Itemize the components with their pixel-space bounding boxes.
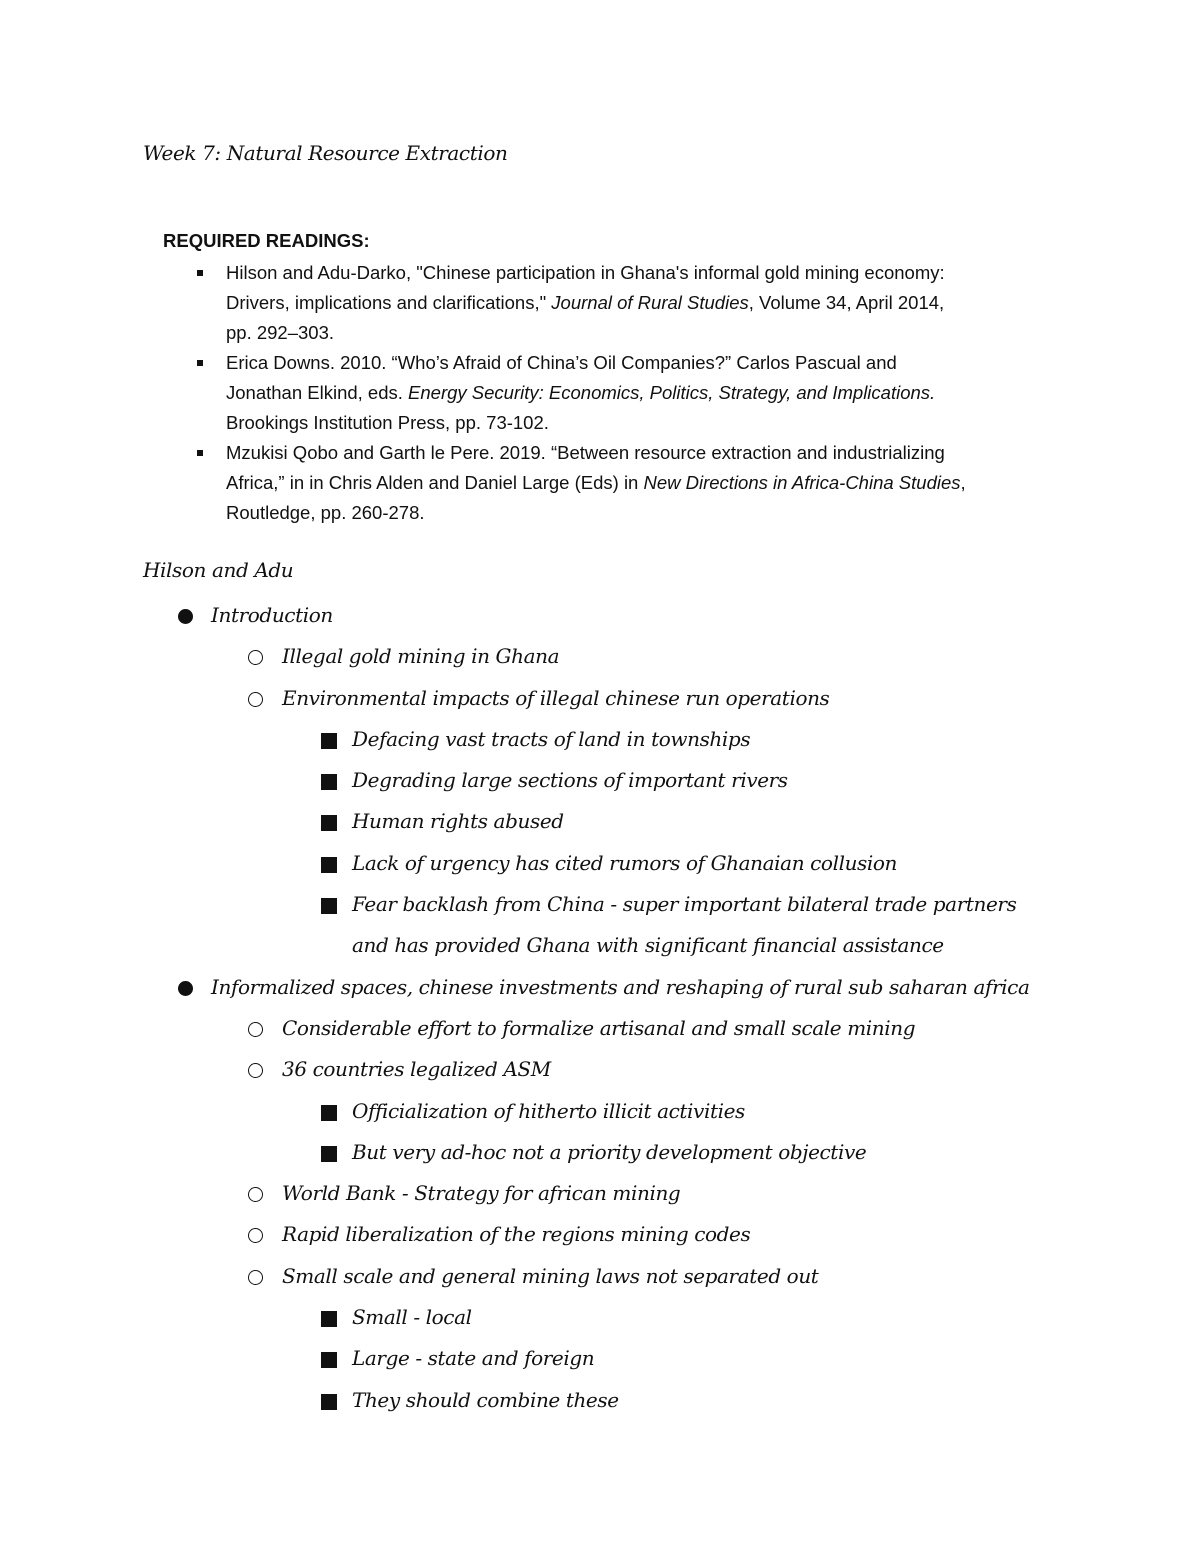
outline-item-text: World Bank - Strategy for african mining bbox=[282, 1181, 681, 1206]
outline-item-text: Officialization of hitherto illicit activities bbox=[352, 1098, 745, 1123]
outline-item-level-1 bbox=[0, 595, 1200, 636]
hollow-circle-bullet-icon bbox=[248, 1063, 263, 1078]
reading-line bbox=[226, 378, 1006, 408]
filled-circle-bullet-icon bbox=[178, 609, 193, 624]
required-readings-heading: REQUIRED READINGS: bbox=[163, 230, 370, 251]
reading-line bbox=[226, 318, 1006, 348]
hollow-circle-bullet-icon bbox=[248, 1187, 263, 1202]
outline-item-text: Human rights abused bbox=[352, 809, 564, 834]
reading-publication-title: Energy Security: Economics, Politics, Strategy, and Implications. bbox=[408, 382, 936, 403]
reading-text: Africa,” in in Chris Alden and Daniel Large (Eds) in bbox=[226, 472, 644, 493]
outline-item-level-3 bbox=[0, 1297, 1200, 1338]
outline-item-text: Lack of urgency has cited rumors of Ghanaian collusion bbox=[352, 850, 898, 875]
hollow-circle-bullet-icon bbox=[248, 692, 263, 707]
reading-line bbox=[226, 468, 1006, 498]
outline-item-level-2 bbox=[0, 1049, 1200, 1090]
outline-item-text: Fear backlash from China - super important bilateral trade partners bbox=[352, 892, 1017, 917]
filled-square-bullet-icon bbox=[321, 1352, 337, 1368]
reading-text: , bbox=[960, 472, 966, 493]
reading-line bbox=[226, 288, 1006, 318]
filled-square-bullet-icon bbox=[321, 774, 337, 790]
reading-text: pp. 292–303. bbox=[226, 322, 335, 343]
reading-text: Drivers, implications and clarifications," bbox=[226, 292, 552, 313]
outline-item-text: But very ad-hoc not a priority development objective bbox=[352, 1139, 867, 1164]
reading-text: Brookings Institution Press, pp. 73-102. bbox=[226, 412, 549, 433]
reading-publication-title: New Directions in Africa-China Studies bbox=[643, 472, 961, 493]
outline-item-text: Introduction bbox=[211, 603, 333, 627]
hollow-circle-bullet-icon bbox=[248, 650, 263, 665]
outline-item-text: Informalized spaces, chinese investments and reshaping of rural sub saharan africa bbox=[211, 974, 1030, 999]
outline-item-text: Environmental impacts of illegal chinese run operations bbox=[282, 685, 830, 710]
outline-item-level-2 bbox=[0, 636, 1200, 677]
outline-item-level-3 bbox=[0, 801, 1200, 842]
reading-text: Routledge, pp. 260-278. bbox=[226, 502, 425, 523]
notes-outline bbox=[0, 595, 1200, 1421]
outline-item-text: Illegal gold mining in Ghana bbox=[282, 644, 560, 669]
outline-item-text: Degrading large sections of important rivers bbox=[352, 768, 788, 793]
section-title: Hilson and Adu bbox=[143, 558, 294, 582]
outline-item-text: Small scale and general mining laws not separated out bbox=[282, 1263, 819, 1288]
square-bullet-icon bbox=[197, 360, 203, 366]
outline-item-level-1 bbox=[0, 967, 1200, 1008]
outline-item-text: Defacing vast tracts of land in townships bbox=[352, 726, 751, 751]
reading-item bbox=[0, 438, 1006, 528]
reading-text: Jonathan Elkind, eds. bbox=[226, 382, 409, 403]
outline-item-level-3 bbox=[0, 1091, 1200, 1132]
filled-square-bullet-icon bbox=[321, 1146, 337, 1162]
filled-square-bullet-icon bbox=[321, 1311, 337, 1327]
outline-item-level-3 bbox=[0, 719, 1200, 760]
outline-item-level-3 bbox=[0, 760, 1200, 801]
outline-item-level-2 bbox=[0, 1008, 1200, 1049]
filled-square-bullet-icon bbox=[321, 857, 337, 873]
outline-item-level-3 bbox=[0, 1338, 1200, 1379]
hollow-circle-bullet-icon bbox=[248, 1022, 263, 1037]
reading-text: Hilson and Adu-Darko, "Chinese participation in Ghana's informal gold mining economy: bbox=[226, 262, 945, 283]
outline-item-text: 36 countries legalized ASM bbox=[282, 1057, 551, 1082]
reading-line bbox=[226, 498, 1006, 528]
reading-line bbox=[226, 438, 1006, 468]
required-readings-list bbox=[0, 258, 1200, 528]
outline-item-text: Small - local bbox=[352, 1305, 472, 1330]
outline-item-level-2 bbox=[0, 1214, 1200, 1255]
outline-item-level-3 bbox=[0, 1132, 1200, 1173]
outline-item-continuation bbox=[0, 925, 1200, 966]
outline-item-level-2 bbox=[0, 678, 1200, 719]
filled-square-bullet-icon bbox=[321, 1394, 337, 1410]
reading-line bbox=[226, 348, 1006, 378]
filled-square-bullet-icon bbox=[321, 1105, 337, 1121]
square-bullet-icon bbox=[197, 450, 203, 456]
page-title: Week 7: Natural Resource Extraction bbox=[143, 141, 508, 165]
outline-item-text: Considerable effort to formalize artisanal and small scale mining bbox=[282, 1015, 916, 1040]
outline-item-text: Large - state and foreign bbox=[352, 1346, 595, 1371]
filled-square-bullet-icon bbox=[321, 815, 337, 831]
reading-text: Erica Downs. 2010. “Who’s Afraid of China’s Oil Companies?” Carlos Pascual and bbox=[226, 352, 897, 373]
outline-item-text: and has provided Ghana with significant financial assistance bbox=[352, 933, 944, 958]
reading-line bbox=[226, 258, 1006, 288]
filled-circle-bullet-icon bbox=[178, 981, 193, 996]
reading-publication-title: Journal of Rural Studies bbox=[551, 292, 749, 313]
outline-item-level-2 bbox=[0, 1256, 1200, 1297]
outline-item-level-3 bbox=[0, 1380, 1200, 1421]
hollow-circle-bullet-icon bbox=[248, 1228, 263, 1243]
reading-text: Mzukisi Qobo and Garth le Pere. 2019. “Between resource extraction and industrializing bbox=[226, 442, 945, 463]
outline-item-level-3 bbox=[0, 884, 1200, 925]
filled-square-bullet-icon bbox=[321, 898, 337, 914]
reading-item bbox=[0, 348, 1006, 438]
square-bullet-icon bbox=[197, 270, 203, 276]
outline-item-level-3 bbox=[0, 843, 1200, 884]
outline-item-text: They should combine these bbox=[352, 1387, 619, 1412]
reading-line bbox=[226, 408, 1006, 438]
outline-item-level-2 bbox=[0, 1173, 1200, 1214]
filled-square-bullet-icon bbox=[321, 733, 337, 749]
outline-item-text: Rapid liberalization of the regions mining codes bbox=[282, 1222, 751, 1247]
hollow-circle-bullet-icon bbox=[248, 1270, 263, 1285]
reading-item bbox=[0, 258, 1006, 348]
reading-text: , Volume 34, April 2014, bbox=[748, 292, 945, 313]
